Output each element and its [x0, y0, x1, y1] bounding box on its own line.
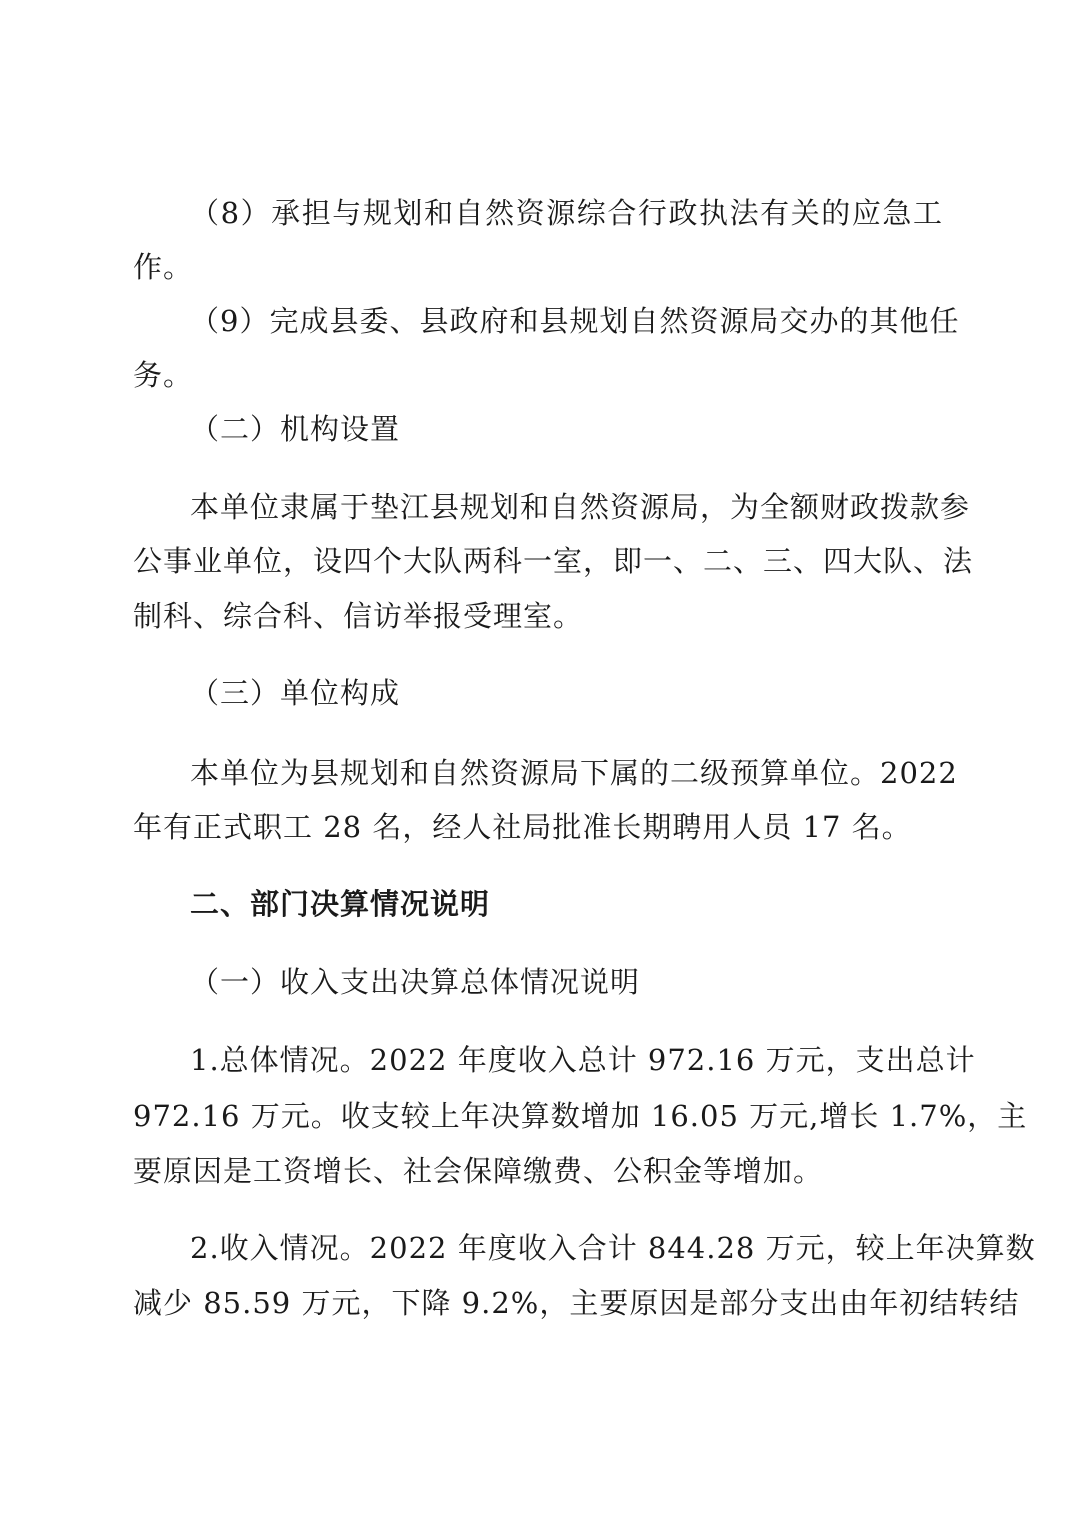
item-8-line-2: 作。 [133, 250, 194, 284]
total-paragraph-line-2: 972.16 万元。收支较上年决算数增加 16.05 万元,增长 1.7%，主 [133, 1099, 1028, 1133]
total-paragraph-line-1: 1.总体情况。2022 年度收入总计 972.16 万元，支出总计 [190, 1043, 976, 1077]
item-9-line-2: 务。 [133, 358, 194, 392]
item-8-line-1: （8）承担与规划和自然资源综合行政执法有关的应急工 [190, 196, 943, 230]
unit-paragraph-line-2: 年有正式职工 28 名，经人社局批准长期聘用人员 17 名。 [133, 810, 912, 844]
item-9-line-1: （9）完成县委、县政府和县规划自然资源局交办的其他任 [190, 304, 960, 338]
org-paragraph-line-2: 公事业单位，设四个大队两科一室，即一、二、三、四大队、法 [133, 544, 974, 578]
heading-org-setup: （二）机构设置 [190, 412, 401, 446]
org-paragraph-line-3: 制科、综合科、信访举报受理室。 [133, 599, 584, 633]
heading-overall-summary: （一）收入支出决算总体情况说明 [190, 965, 641, 999]
org-paragraph-line-1: 本单位隶属于垫江县规划和自然资源局，为全额财政拨款参 [190, 490, 971, 524]
unit-paragraph-line-1: 本单位为县规划和自然资源局下属的二级预算单位。2022 [190, 756, 958, 790]
income-paragraph-line-1: 2.收入情况。2022 年度收入合计 844.28 万元，较上年决算数 [190, 1231, 1036, 1265]
total-paragraph-line-3: 要原因是工资增长、社会保障缴费、公积金等增加。 [133, 1154, 824, 1188]
heading-unit-composition: （三）单位构成 [190, 676, 401, 710]
income-paragraph-line-2: 减少 85.59 万元，下降 9.2%，主要原因是部分支出由年初结转结 [133, 1286, 1020, 1320]
heading-section-2: 二、部门决算情况说明 [190, 887, 491, 921]
